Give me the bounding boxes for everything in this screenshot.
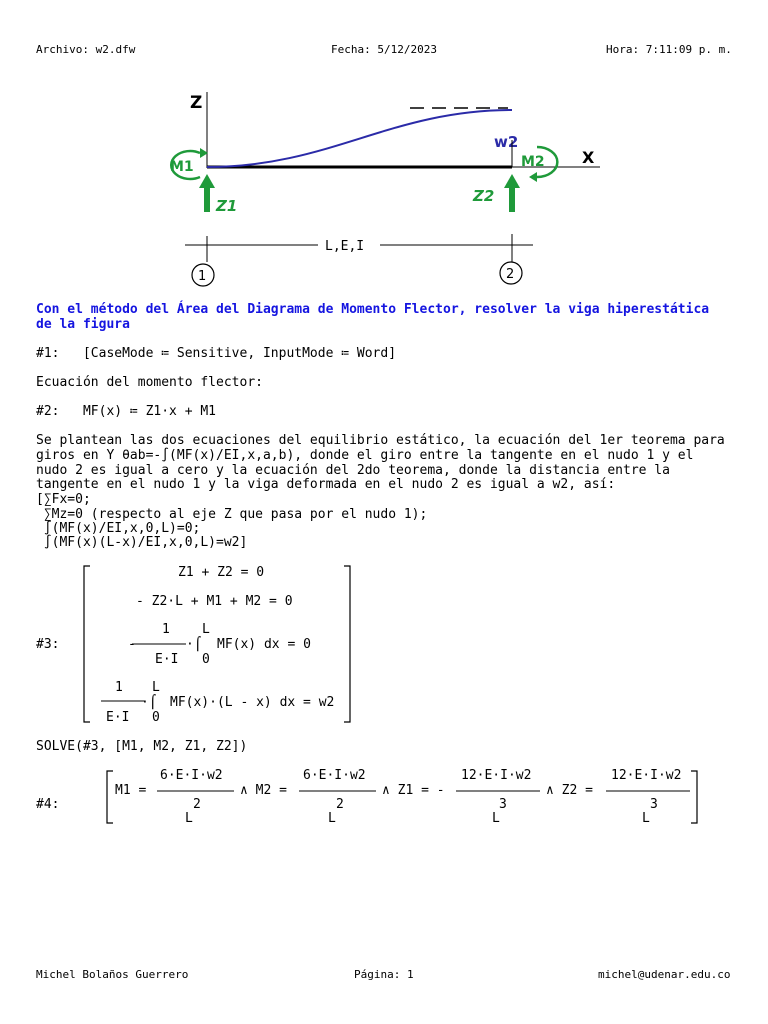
eq3-row-2: - Z2·L + M1 + M2 = 0	[136, 594, 293, 609]
eq4-z1-den2: L	[492, 811, 500, 826]
eq4-m2-num: 6·E·I·w2	[303, 768, 366, 783]
eq3-r3-body: MF(x) dx = 0	[217, 637, 311, 652]
eq3-r4-den: E·I	[106, 710, 130, 725]
paragraph-line-5: [∑Fx=0;	[36, 492, 91, 507]
eq4-m1-den: 2	[193, 797, 201, 812]
paragraph-line-2: giros en Y θab=-∫(MF(x)/EI,x,a,b), donde el giro entre la tangente en el nudo 1 y el	[36, 448, 694, 463]
header-time: Hora: 7:11:09 p. m.	[606, 43, 732, 56]
ec-label: Ecuación del momento flector:	[36, 375, 263, 390]
w2-label: w2	[494, 133, 519, 151]
eq3-r3-num: 1	[162, 622, 170, 637]
paragraph-line-1: Se plantean las dos ecuaciones del equilibrio estático, la ecuación del 1er teorema para	[36, 433, 725, 448]
eq3-row-1: Z1 + Z2 = 0	[178, 565, 265, 580]
eq4-z1-den: 3	[499, 797, 507, 812]
m2-label: M2	[521, 154, 545, 170]
eq4-and-1: ∧ M2 =	[240, 783, 287, 798]
eq4-m1: M1 =	[115, 783, 147, 798]
header-file: Archivo: w2.dfw	[36, 43, 136, 56]
eq4-and-2: ∧ Z1 = -	[382, 783, 445, 798]
z2-label: Z2	[473, 187, 495, 205]
header-date: Fecha: 5/12/2023	[331, 43, 437, 56]
line-2: #2: MF(x) ≔ Z1·x + M1	[36, 404, 217, 419]
eq3-r3-den: E·I	[155, 652, 179, 667]
node1-label: 1	[198, 269, 207, 284]
eq4-and-3: ∧ Z2 =	[546, 783, 593, 798]
eq3-r4-num: 1	[115, 680, 123, 695]
paragraph-line-6: ∑Mz=0 (respecto al eje Z que pasa por el nudo 1);	[36, 507, 428, 522]
eq4-z2-den2: L	[642, 811, 650, 826]
intro-line-2: de la figura	[36, 317, 130, 332]
eq3-r3-lower: 0	[202, 652, 210, 667]
eq4-z2-den: 3	[650, 797, 658, 812]
eq4-m1-den2: L	[185, 811, 193, 826]
m1-label: M1	[170, 159, 194, 175]
paragraph-line-7: ∫(MF(x)/EI,x,0,L)=0;	[36, 521, 201, 536]
z-axis-label: Z	[190, 93, 203, 113]
eq3-r3-integral: ·⌠	[186, 637, 202, 652]
eq3-r4-body: MF(x)·(L - x) dx = w2	[170, 695, 335, 710]
eq3-r3-minus: -	[128, 637, 136, 652]
footer-email: michel@udenar.edu.co	[598, 968, 731, 981]
footer-author: Michel Bolaños Guerrero	[36, 968, 189, 981]
eq4-m1-num: 6·E·I·w2	[160, 768, 223, 783]
solve-line: SOLVE(#3, [M1, M2, Z1, Z2])	[36, 739, 248, 754]
eq3-r4-integral: ·⌠	[141, 695, 157, 710]
eq3-r3-upper: L	[202, 622, 210, 637]
z1-label: Z1	[216, 197, 238, 215]
eq4-label: #4:	[36, 797, 60, 812]
dim-label: L,E,I	[325, 239, 365, 254]
x-axis-label: X	[582, 148, 595, 167]
line-1: #1: [CaseMode ≔ Sensitive, InputMode ≔ Word]	[36, 346, 397, 361]
eq4-m2-den2: L	[328, 811, 336, 826]
paragraph-line-4: tangente en el nudo 1 y la viga deformada en el nudo 2 es igual a w2, así:	[36, 477, 616, 492]
eq3-r4-upper: L	[152, 680, 160, 695]
eq3-label: #3:	[36, 637, 60, 652]
eq4-z1-num: 12·E·I·w2	[461, 768, 532, 783]
paragraph-line-8: ∫(MF(x)(L-x)/EI,x,0,L)=w2]	[36, 535, 248, 550]
paragraph-line-3: nudo 2 es igual a cero y la ecuación del 2do teorema, donde la distancia entre la	[36, 463, 670, 478]
eq3-r4-lower: 0	[152, 710, 160, 725]
eq4-m2-den: 2	[336, 797, 344, 812]
eq4-z2-num: 12·E·I·w2	[611, 768, 682, 783]
footer-page: Página: 1	[354, 968, 414, 981]
intro-line-1: Con el método del Área del Diagrama de Momento Flector, resolver la viga hiperestática	[36, 302, 710, 317]
node2-label: 2	[506, 267, 515, 282]
